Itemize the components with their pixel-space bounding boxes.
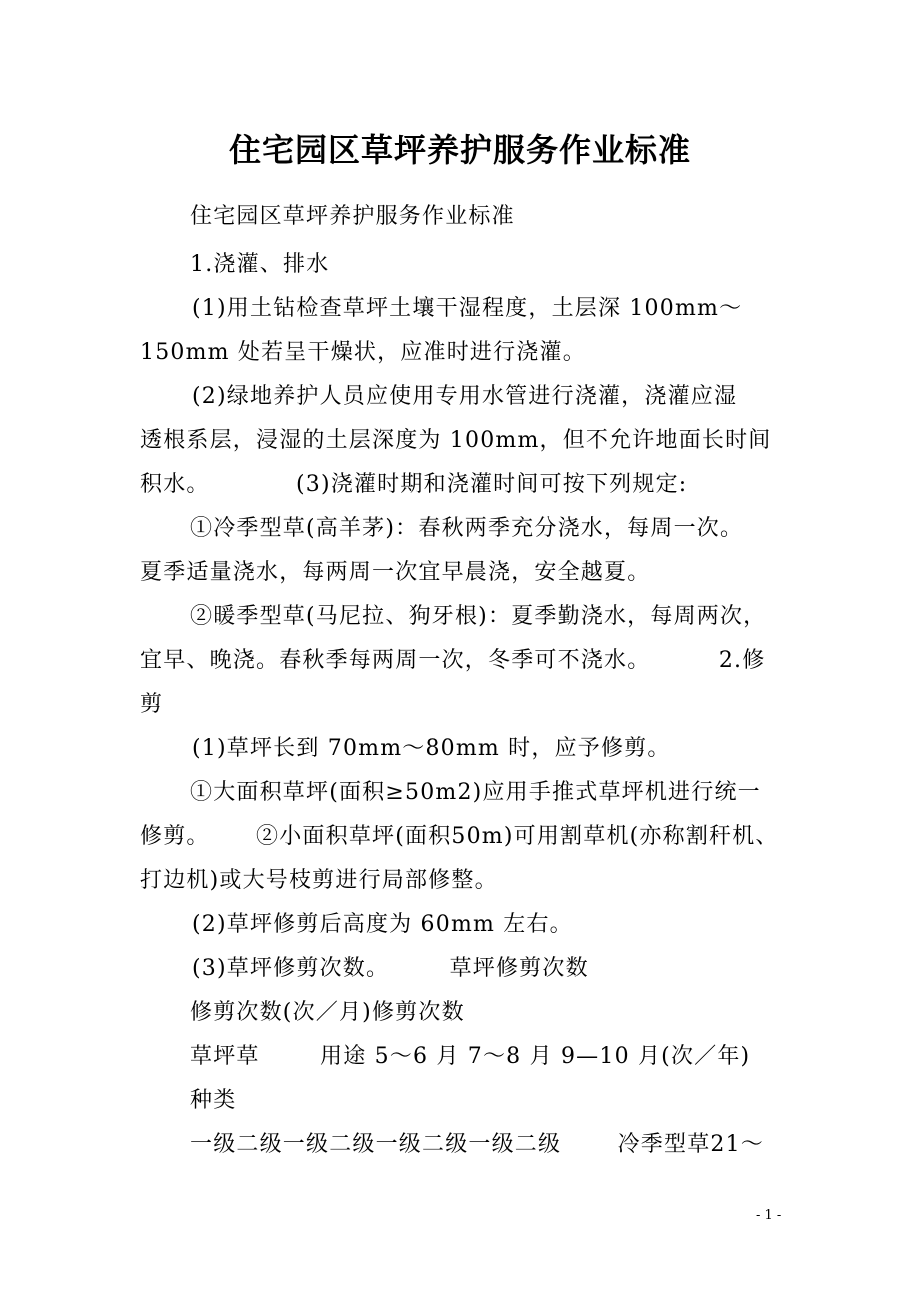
text-span: 积水。: [140, 472, 210, 497]
text-span: (3)草坪修剪次数。: [192, 956, 390, 981]
section-heading: [190, 248, 790, 282]
text-span: (1)用土钻检查草坪土壤干湿程度，土层深 100mm～: [192, 296, 743, 321]
paragraph-line: [190, 1040, 790, 1074]
paragraph-line: [140, 468, 790, 502]
paragraph-line: [190, 1084, 790, 1118]
document-title: 住宅园区草坪养护服务作业标准: [228, 131, 691, 169]
text-span: 用途 5～6 月 7～8 月 9—10 月(次／年): [320, 1044, 751, 1069]
text-span: 夏季适量浇水，每两周一次宜早晨浇，安全越夏。: [140, 560, 651, 585]
text-span: 草坪修剪次数: [449, 956, 589, 981]
paragraph-line: [192, 732, 790, 766]
paragraph-line: [190, 996, 790, 1030]
text-span: 透根系层，浸湿的土层深度为 100mm，但不允许地面长时间: [140, 428, 772, 453]
text-span: 1.浇灌、排水: [190, 252, 330, 277]
text-span: (2)草坪修剪后高度为 60mm 左右。: [192, 912, 573, 937]
text-span: (1)草坪长到 70mm～80mm 时，应予修剪。: [192, 736, 671, 761]
text-span: ②暖季型草(马尼拉、狗牙根)：夏季勤浇水，每周两次，: [190, 604, 767, 629]
paragraph-line: [190, 1128, 790, 1162]
paragraph-line: [140, 820, 790, 854]
paragraph-line: [190, 200, 790, 234]
text-span: 住宅园区草坪养护服务作业标准: [190, 204, 515, 229]
paragraph-line: [192, 292, 790, 326]
paragraph-line: [140, 864, 790, 898]
paragraph-line: [192, 952, 790, 986]
paragraph-line: [140, 644, 790, 678]
text-span: 2.修: [718, 648, 766, 673]
paragraph-line: [140, 336, 790, 370]
paragraph-line: [190, 512, 790, 546]
paragraph-line: [192, 908, 790, 942]
text-span: 修剪次数(次／月)修剪次数: [190, 1000, 465, 1025]
paragraph-line: [140, 424, 790, 458]
page-number: - 1 -: [756, 1208, 782, 1223]
text-span: 冷季型草21～: [617, 1132, 765, 1157]
paragraph-line: [140, 688, 790, 722]
text-span: ①大面积草坪(面积≥50m2)应用手推式草坪机进行统一: [190, 780, 761, 805]
text-span: 剪: [140, 692, 164, 717]
paragraph-line: [140, 556, 790, 590]
text-span: 宜早、晚浇。春秋季每两周一次，冬季可不浇水。: [140, 648, 651, 673]
paragraph-line: [190, 600, 790, 634]
text-span: (3)浇灌时期和浇灌时间可按下列规定:: [296, 472, 688, 497]
paragraph-line: [192, 380, 790, 414]
text-span: 一级二级一级二级一级二级一级二级: [190, 1132, 562, 1157]
text-span: 种类: [190, 1088, 237, 1113]
text-span: ②小面积草坪(面积50m)可用割草机(亦称割秆机、: [256, 824, 779, 849]
text-span: 草坪草: [190, 1044, 260, 1069]
text-span: 150mm 处若呈干燥状，应准时进行浇灌。: [140, 340, 586, 365]
text-span: 打边机)或大号枝剪进行局部修整。: [140, 868, 498, 893]
paragraph-line: [190, 776, 790, 810]
text-span: (2)绿地养护人员应使用专用水管进行浇灌，浇灌应湿: [192, 384, 738, 409]
text-span: ①冷季型草(高羊茅)：春秋两季充分浇水，每周一次。: [190, 516, 744, 541]
text-span: 修剪。: [140, 824, 210, 849]
